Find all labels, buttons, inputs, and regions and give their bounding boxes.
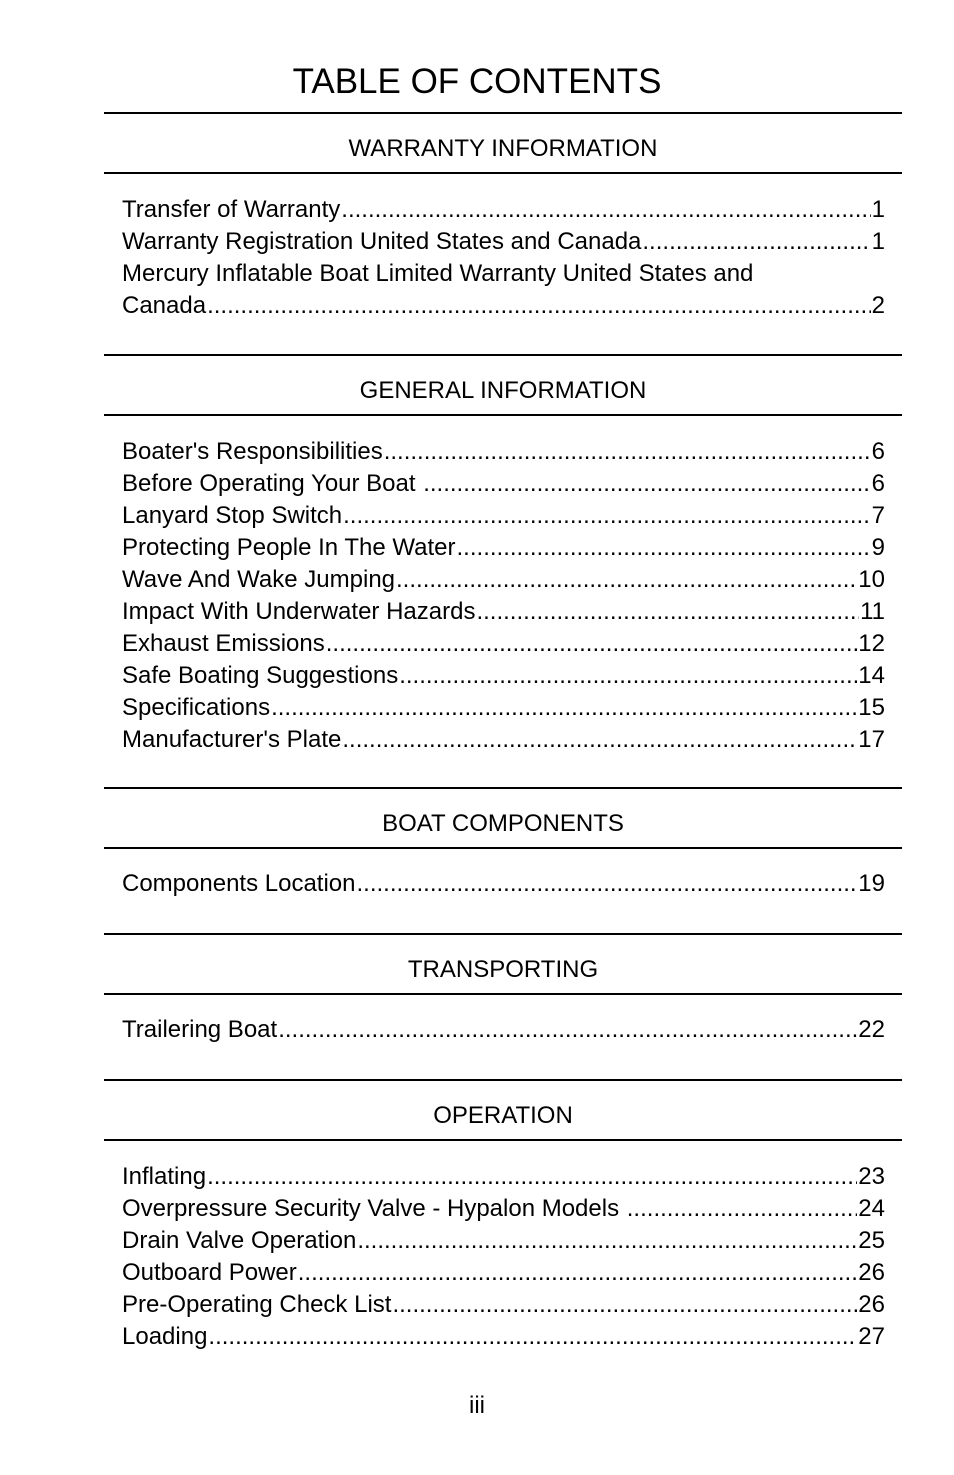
dot-leader <box>384 436 871 468</box>
toc-entry-page: 2 <box>871 292 885 319</box>
toc-entry-page: 9 <box>871 534 885 561</box>
section-rule-top <box>104 112 902 114</box>
toc-entry-title: Boater's Responsibilities <box>122 438 383 465</box>
section-heading-general: GENERAL INFORMATION <box>359 377 647 404</box>
toc-entry-pre-operating-check[interactable] <box>122 1289 885 1321</box>
dot-leader <box>356 868 857 900</box>
toc-entry-specifications[interactable] <box>122 692 885 724</box>
toc-entry-title: Before Operating Your Boat <box>122 470 423 497</box>
toc-entry-title: Loading <box>122 1323 208 1350</box>
toc-entries-boat-components <box>122 868 885 900</box>
toc-entry-title: Lanyard Stop Switch <box>122 502 343 529</box>
toc-entry-title-line1: Mercury Inflatable Boat Limited Warranty United States and <box>122 260 754 287</box>
toc-entry-title: Exhaust Emissions <box>122 630 325 657</box>
dot-leader <box>357 1225 857 1257</box>
section-heading-transporting: TRANSPORTING <box>407 956 599 983</box>
dot-leader <box>298 1257 858 1289</box>
toc-entries-operation <box>122 1161 885 1353</box>
toc-entry-title: Drain Valve Operation <box>122 1227 357 1254</box>
toc-entry-title: Wave And Wake Jumping <box>122 566 396 593</box>
toc-entry-title: Pre-Operating Check List <box>122 1291 392 1318</box>
toc-entry-boaters-responsibilities[interactable] <box>122 436 885 468</box>
section-rule-bottom <box>104 993 902 995</box>
dot-leader <box>342 724 857 756</box>
toc-entry-title: Overpressure Security Valve - Hypalon Models <box>122 1195 626 1222</box>
toc-entries-warranty <box>122 194 885 322</box>
toc-entry-page: 26 <box>858 1259 885 1286</box>
toc-entry-title: Specifications <box>122 694 271 721</box>
toc-entry-exhaust-emissions[interactable] <box>122 628 885 660</box>
toc-entry-title: Trailering Boat <box>122 1016 278 1043</box>
toc-entries-transporting <box>122 1014 885 1046</box>
dot-leader <box>278 1014 857 1046</box>
toc-entry-page: 22 <box>858 1016 885 1043</box>
toc-entry-safe-boating[interactable] <box>122 660 885 692</box>
toc-entry-protecting-people[interactable] <box>122 532 885 564</box>
toc-entry-title: Impact With Underwater Hazards <box>122 598 476 625</box>
dot-leader <box>208 1321 857 1353</box>
section-heading-boat-components: BOAT COMPONENTS <box>382 810 624 837</box>
page-title: TABLE OF CONTENTS <box>292 62 662 101</box>
dot-leader <box>396 564 857 596</box>
toc-entry-page: 19 <box>858 870 885 897</box>
dot-leader <box>423 468 870 500</box>
toc-entry-page: 10 <box>858 566 885 593</box>
toc-entry-page: 26 <box>858 1291 885 1318</box>
dot-leader <box>271 692 857 724</box>
toc-entry-components-location[interactable] <box>122 868 885 900</box>
toc-entry-impact-underwater[interactable] <box>122 596 885 628</box>
toc-entry-page: 1 <box>871 228 885 255</box>
section-rule-top <box>104 354 902 356</box>
dot-leader <box>207 1161 857 1193</box>
toc-entry-loading[interactable] <box>122 1321 885 1353</box>
toc-entry-trailering-boat[interactable] <box>122 1014 885 1046</box>
section-rule-bottom <box>104 1139 902 1141</box>
toc-entry-title: Manufacturer's Plate <box>122 726 342 753</box>
section-rule-top <box>104 1079 902 1081</box>
toc-entry-title: Safe Boating Suggestions <box>122 662 399 689</box>
toc-entry-inflating[interactable] <box>122 1161 885 1193</box>
dot-leader <box>326 628 858 660</box>
toc-entry-page: 14 <box>858 662 885 689</box>
dot-leader <box>476 596 859 628</box>
toc-entry-wave-wake-jumping[interactable] <box>122 564 885 596</box>
toc-entry-title: Outboard Power <box>122 1259 297 1286</box>
dot-leader <box>207 290 871 322</box>
section-heading-operation: OPERATION <box>433 1102 573 1129</box>
toc-entry-page: 24 <box>858 1195 885 1222</box>
page-number: iii <box>469 1392 485 1419</box>
toc-entry-page: 17 <box>858 726 885 753</box>
toc-entries-general <box>122 436 885 756</box>
toc-entry-outboard-power[interactable] <box>122 1257 885 1289</box>
toc-entry-page: 6 <box>871 470 885 497</box>
toc-entry-page: 15 <box>858 694 885 721</box>
toc-entry-page: 25 <box>858 1227 885 1254</box>
toc-entry-lanyard-stop-switch[interactable] <box>122 500 885 532</box>
dot-leader <box>627 1193 858 1225</box>
toc-entry-limited-warranty[interactable] <box>122 258 885 322</box>
section-rule-top <box>104 787 902 789</box>
toc-entry-drain-valve[interactable] <box>122 1225 885 1257</box>
section-rule-bottom <box>104 847 902 849</box>
toc-entry-before-operating[interactable] <box>122 468 885 500</box>
toc-entry-title: Protecting People In The Water <box>122 534 456 561</box>
toc-entry-title: Transfer of Warranty <box>122 196 341 223</box>
toc-entry-title: Canada <box>122 292 207 319</box>
dot-leader <box>392 1289 857 1321</box>
dot-leader <box>642 226 870 258</box>
toc-entry-title: Components Location <box>122 870 356 897</box>
toc-entry-page: 11 <box>860 598 885 625</box>
dot-leader <box>457 532 871 564</box>
section-heading-warranty: WARRANTY INFORMATION <box>348 135 658 162</box>
toc-entry-page: 1 <box>871 196 885 223</box>
toc-entry-page: 23 <box>858 1163 885 1190</box>
section-rule-top <box>104 933 902 935</box>
section-rule-bottom <box>104 414 902 416</box>
toc-entry-warranty-registration[interactable] <box>122 226 885 258</box>
toc-entry-page: 27 <box>858 1323 885 1350</box>
toc-entry-title: Warranty Registration United States and Canada <box>122 228 642 255</box>
dot-leader <box>399 660 857 692</box>
dot-leader <box>343 500 871 532</box>
toc-entry-title: Inflating <box>122 1163 207 1190</box>
toc-entry-page: 7 <box>871 502 885 529</box>
toc-entry-page: 6 <box>871 438 885 465</box>
toc-entry-transfer-of-warranty[interactable] <box>122 194 885 226</box>
toc-entry-page: 12 <box>858 630 885 657</box>
toc-entry-overpressure-valve[interactable] <box>122 1193 885 1225</box>
dot-leader <box>341 194 870 226</box>
toc-entry-manufacturers-plate[interactable] <box>122 724 885 756</box>
section-rule-bottom <box>104 172 902 174</box>
